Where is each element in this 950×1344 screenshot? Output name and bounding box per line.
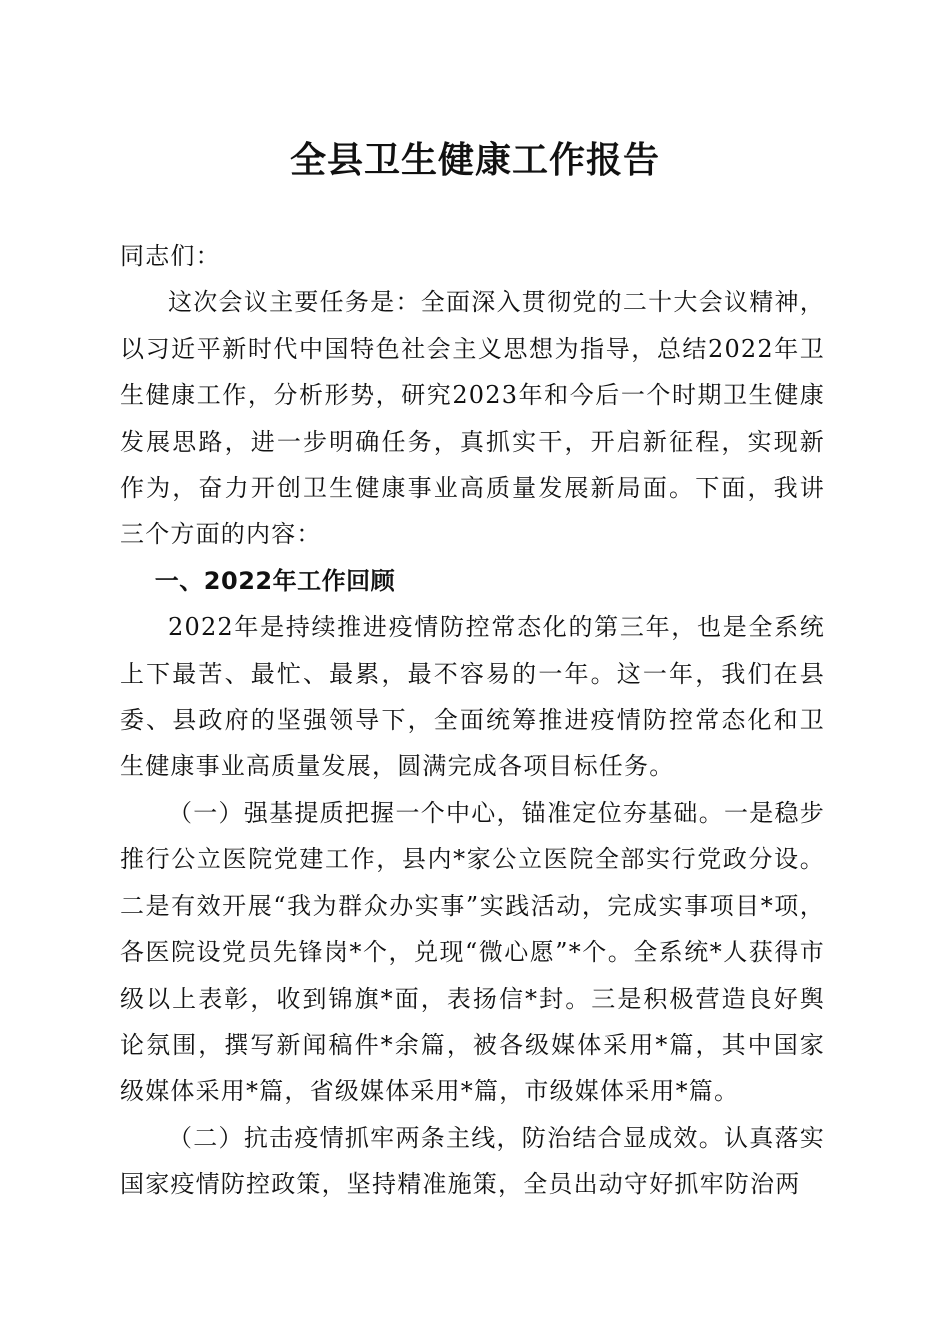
item-lead-2: （二）抗击疫情抓牢两条主线，防治结合显成效。 [168,1123,724,1152]
item-text-1: 一是稳步推行公立医院党建工作，县内*家公立医院全部实行党政分设。二是有效开展“我为群众办实事”实践活动，完成实事项目*项，各医院设党员先锋岗*个，兑现“微心愿”*个。全系统*人获得市级以上表彰，收到锦旗*面，表扬信*封。三是积极营造良好舆论氛围，撰写新闻稿件*余篇，被各级媒体采用*篇，其中国家级媒体采用*篇，省级媒体采用*篇，市级媒体采用*篇。 [120,798,825,1106]
intro-paragraph: 这次会议主要任务是：全面深入贯彻党的二十大会议精神，以习近平新时代中国特色社会主义思想为指导，总结2022年卫生健康工作，分析形势，研究2023年和今后一个时期卫生健康发展思路，进一步明确任务，真抓实干，开启新征程，实现新作为，奋力开创卫生健康事业高质量发展新局面。下面，我讲三个方面的内容： [120,288,825,549]
document-title: 全县卫生健康工作报告 [289,139,660,181]
item-lead-1: （一）强基提质把握一个中心，锚准定位夯基础。 [168,798,724,827]
salutation: 同志们： [120,242,221,270]
item-text-2: 认真落实国家疫情防控政策，坚持精准施策，全员出动守好抓牢防治两 [120,1123,825,1199]
item-paragraph-2 [120,1115,825,1208]
section-heading: 一、2022年工作回顾 [154,566,396,595]
overview-paragraph: 2022年是持续推进疫情防控常态化的第三年，也是全系统上下最苦、最忙、最累，最不容易的一年。这一年，我们在县委、县政府的坚强领导下，全面统筹推进疫情防控常态化和卫生健康事业高质量发展，圆满完成各项目标任务。 [120,613,825,781]
document-body [120,233,825,1208]
item-paragraph-1 [120,790,825,1115]
